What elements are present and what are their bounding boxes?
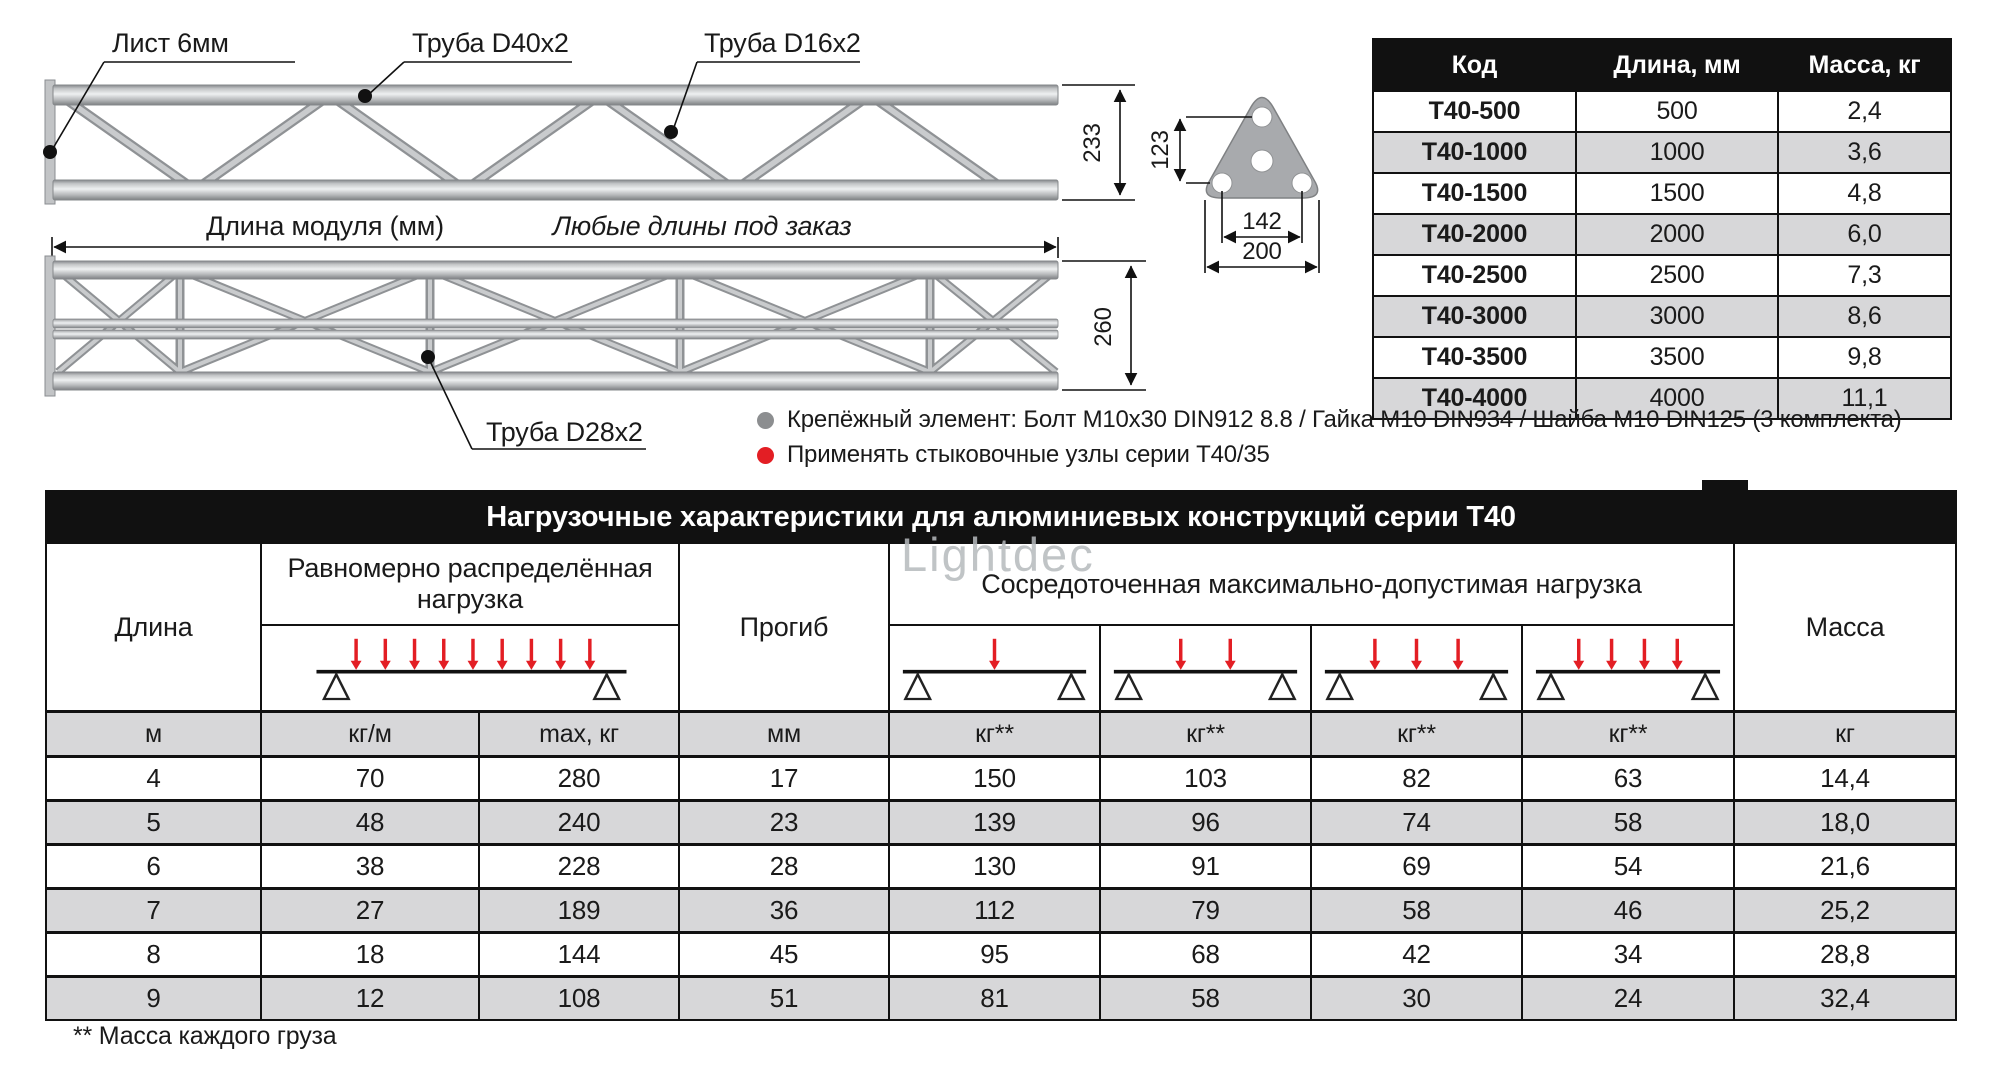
end-plate-section xyxy=(1147,98,1319,274)
table-row xyxy=(46,977,1956,1021)
cell: 79 xyxy=(1100,889,1311,933)
cell: Т40-1000 xyxy=(1373,132,1576,173)
cell: Т40-500 xyxy=(1373,91,1576,132)
table-row xyxy=(46,801,1956,845)
cell: 91 xyxy=(1100,845,1311,889)
unit-cell: кг xyxy=(1734,712,1956,757)
leader-dot xyxy=(43,145,57,159)
cell: 81 xyxy=(889,977,1100,1021)
cell: 9 xyxy=(46,977,261,1021)
cell: 45 xyxy=(679,933,889,977)
cell: 2,4 xyxy=(1778,91,1951,132)
cell: 4000 xyxy=(1576,378,1778,419)
spec-table xyxy=(1372,38,1952,420)
cell: 2000 xyxy=(1576,214,1778,255)
cell: 11,1 xyxy=(1778,378,1951,419)
cell: Т40-3000 xyxy=(1373,296,1576,337)
cell: 28 xyxy=(679,845,889,889)
cell: 48 xyxy=(261,801,479,845)
note-connectors xyxy=(757,441,1902,469)
cell: 82 xyxy=(1311,757,1522,801)
cell: 54 xyxy=(1522,845,1734,889)
cell: 58 xyxy=(1100,977,1311,1021)
load-table-body xyxy=(46,757,1956,1021)
cell: 46 xyxy=(1522,889,1734,933)
cell: 2500 xyxy=(1576,255,1778,296)
dimension-260 xyxy=(1062,261,1146,390)
cell: 108 xyxy=(479,977,679,1021)
spec-header-row xyxy=(1373,39,1951,91)
col-header-deflection: Прогиб xyxy=(679,543,889,712)
cell: Т40-4000 xyxy=(1373,378,1576,419)
cell: 18,0 xyxy=(1734,801,1956,845)
cell: 7 xyxy=(46,889,261,933)
table-row xyxy=(46,933,1956,977)
table-row xyxy=(46,757,1956,801)
col-header-uniform: Равномерно распределённая нагрузка xyxy=(261,543,679,625)
truss2-height-value: 260 xyxy=(1090,307,1117,347)
cell: 27 xyxy=(261,889,479,933)
beam-diagram xyxy=(890,626,1099,710)
cell: Т40-1500 xyxy=(1373,173,1576,214)
cell: 95 xyxy=(889,933,1100,977)
beam-diagram xyxy=(1312,626,1521,710)
unit-cell: кг** xyxy=(1311,712,1522,757)
plate-hole xyxy=(1292,173,1312,193)
cell: Т40-3500 xyxy=(1373,337,1576,378)
cell: 74 xyxy=(1311,801,1522,845)
three-point-load-diagram xyxy=(1311,625,1522,712)
beam-diagram xyxy=(1523,626,1733,710)
cell: 150 xyxy=(889,757,1100,801)
cell: 30 xyxy=(1311,977,1522,1021)
cell: 4,8 xyxy=(1778,173,1951,214)
cell: 1000 xyxy=(1576,132,1778,173)
cell: Т40-2000 xyxy=(1373,214,1576,255)
unit-cell: max, кг xyxy=(479,712,679,757)
cell: 3500 xyxy=(1576,337,1778,378)
cell: 12 xyxy=(261,977,479,1021)
tube-chord-label: Труба D28x2 xyxy=(486,417,643,447)
cell: 144 xyxy=(479,933,679,977)
load-table-title: Нагрузочные характеристики для алюминиевых конструкций серии Т40 xyxy=(46,491,1956,543)
unit-cell: кг** xyxy=(889,712,1100,757)
red-bullet-icon xyxy=(757,447,774,464)
plate-center-hole xyxy=(1251,150,1273,172)
cell: 9,8 xyxy=(1778,337,1951,378)
footnote: ** Масса каждого груза xyxy=(73,1022,337,1050)
spec-header-code: Код xyxy=(1373,39,1576,91)
tube-diagonal-label: Труба D16x2 xyxy=(704,28,861,58)
table-row xyxy=(46,889,1956,933)
plate-hole-span-value: 142 xyxy=(1242,208,1282,235)
plate-hole xyxy=(1212,173,1232,193)
table-row xyxy=(1373,173,1951,214)
unit-cell: кг** xyxy=(1522,712,1734,757)
cell: 8,6 xyxy=(1778,296,1951,337)
cell: 36 xyxy=(679,889,889,933)
cell: 23 xyxy=(679,801,889,845)
cell: 3,6 xyxy=(1778,132,1951,173)
note-text: Крепёжный элемент: Болт М10х30 DIN912 8.8 / Гайка М10 DIN934 / Шайба М10 DIN125 (3 комплекта) xyxy=(787,406,1902,433)
four-point-load-diagram xyxy=(1522,625,1734,712)
table-row xyxy=(1373,296,1951,337)
cell: 1500 xyxy=(1576,173,1778,214)
cell: 51 xyxy=(679,977,889,1021)
custom-length-label: Любые длины под заказ xyxy=(552,211,852,241)
cell: 103 xyxy=(1100,757,1311,801)
cell: 38 xyxy=(261,845,479,889)
unit-cell: кг/м xyxy=(261,712,479,757)
cell: 5 xyxy=(46,801,261,845)
cell: 42 xyxy=(1311,933,1522,977)
cell: 63 xyxy=(1522,757,1734,801)
units-row xyxy=(46,712,1956,757)
table-row xyxy=(1373,214,1951,255)
dimension-233 xyxy=(1062,85,1135,200)
cell: 14,4 xyxy=(1734,757,1956,801)
module-length-label: Длина модуля (мм) xyxy=(206,211,444,241)
cell: 17 xyxy=(679,757,889,801)
cell: 6,0 xyxy=(1778,214,1951,255)
cell: 112 xyxy=(889,889,1100,933)
cell: 130 xyxy=(889,845,1100,889)
spec-header-length: Длина, мм xyxy=(1576,39,1778,91)
cell: 18 xyxy=(261,933,479,977)
note-fasteners xyxy=(757,406,1902,434)
unit-cell: кг** xyxy=(1100,712,1311,757)
truss-ladder-drawing xyxy=(45,80,1058,204)
col-header-mass: Масса xyxy=(1734,543,1956,712)
cell: 280 xyxy=(479,757,679,801)
cell: 189 xyxy=(479,889,679,933)
cell: 240 xyxy=(479,801,679,845)
cell: Т40-2500 xyxy=(1373,255,1576,296)
spec-table-body xyxy=(1373,91,1951,419)
one-point-load-diagram xyxy=(889,625,1100,712)
notes xyxy=(757,406,1902,476)
leader-dot xyxy=(664,125,678,139)
load-diagram-row xyxy=(46,625,1956,712)
cell: 70 xyxy=(261,757,479,801)
col-header-length: Длина xyxy=(46,543,261,712)
table-row xyxy=(1373,132,1951,173)
cell: 6 xyxy=(46,845,261,889)
note-text: Применять стыковочные узлы серии Т40/35 xyxy=(787,441,1270,468)
plate-hole xyxy=(1252,107,1272,127)
gray-bullet-icon xyxy=(757,412,774,429)
cell: 25,2 xyxy=(1734,889,1956,933)
uniform-load-diagram xyxy=(261,625,679,712)
leader-dot xyxy=(358,89,372,103)
cell: 32,4 xyxy=(1734,977,1956,1021)
table-row xyxy=(46,845,1956,889)
table-row xyxy=(1373,337,1951,378)
cell: 139 xyxy=(889,801,1100,845)
cell: 96 xyxy=(1100,801,1311,845)
cell: 34 xyxy=(1522,933,1734,977)
watermark: Lightdec xyxy=(901,528,1095,581)
module-length-dimension xyxy=(52,211,1058,258)
cell: 3000 xyxy=(1576,296,1778,337)
dimension-142 xyxy=(1222,191,1302,243)
truss1-height-value: 233 xyxy=(1079,123,1106,163)
table-row xyxy=(1373,255,1951,296)
cell: 68 xyxy=(1100,933,1311,977)
cell: 58 xyxy=(1311,889,1522,933)
cell: 28,8 xyxy=(1734,933,1956,977)
beam-diagram xyxy=(1101,626,1310,710)
col-header-concentrated: Сосредоточенная максимально-допустимая нагрузка xyxy=(889,543,1734,625)
beam-diagram xyxy=(262,626,678,710)
cell: 24 xyxy=(1522,977,1734,1021)
table-row xyxy=(1373,91,1951,132)
plate-width-value: 200 xyxy=(1242,238,1282,265)
sheet-label: Лист 6мм xyxy=(112,28,229,58)
cell: 21,6 xyxy=(1734,845,1956,889)
plate-hole-height-value: 123 xyxy=(1147,130,1174,170)
unit-cell: мм xyxy=(679,712,889,757)
cell: 4 xyxy=(46,757,261,801)
cell: 228 xyxy=(479,845,679,889)
tube-top-label: Труба D40x2 xyxy=(412,28,569,58)
cell: 58 xyxy=(1522,801,1734,845)
cell: 7,3 xyxy=(1778,255,1951,296)
cell: 69 xyxy=(1311,845,1522,889)
spec-header-mass: Масса, кг xyxy=(1778,39,1951,91)
cell: 500 xyxy=(1576,91,1778,132)
truss-side-drawing xyxy=(45,256,1058,396)
cell: 8 xyxy=(46,933,261,977)
unit-cell: м xyxy=(46,712,261,757)
two-point-load-diagram xyxy=(1100,625,1311,712)
